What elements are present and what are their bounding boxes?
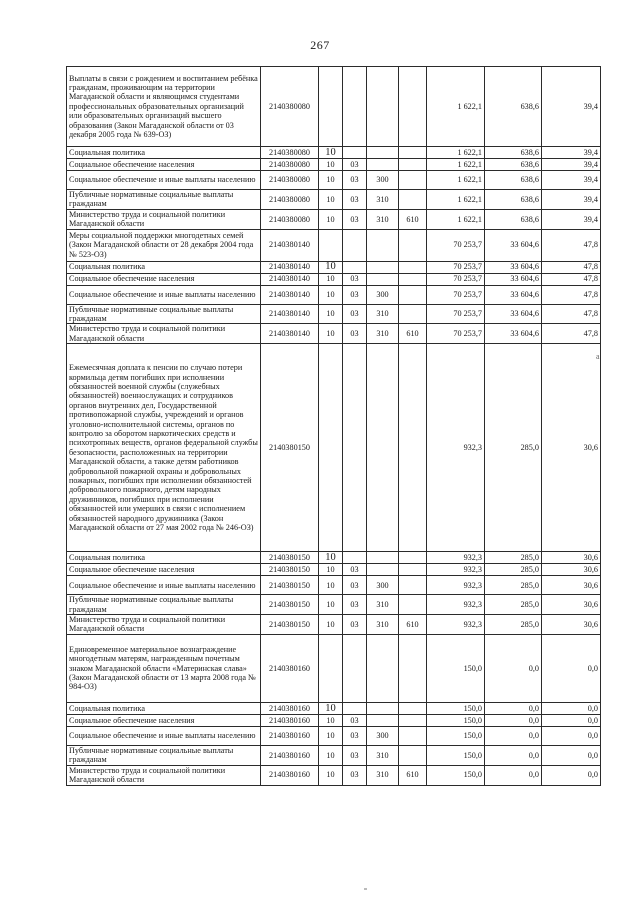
cell-fact: 285,0 [485,615,542,635]
cell-plan: 1 622,1 [427,159,485,171]
table-row [67,552,601,564]
cell-subsection: 03 [343,595,367,615]
cell-plan: 932,3 [427,615,485,635]
cell-percent: 39,4 [542,147,601,159]
cell-admin [399,595,427,615]
cell-expense-type [367,159,399,171]
cell-subsection [343,634,367,702]
cell-fact: 638,6 [485,147,542,159]
cell-plan: 70 253,7 [427,304,485,324]
cell-name: Социальная политика [67,702,261,714]
table-row [67,564,601,576]
cell-subsection [343,261,367,273]
table-row [67,702,601,714]
cell-subsection: 03 [343,714,367,726]
cell-fact: 0,0 [485,745,542,765]
cell-subsection: 03 [343,159,367,171]
cell-code: 2140380080 [261,190,319,210]
table-row [67,171,601,190]
cell-percent: 39,4 [542,190,601,210]
cell-code: 2140380160 [261,634,319,702]
cell-subsection: 03 [343,324,367,344]
cell-name: Публичные нормативные социальные выплаты гражданам [67,304,261,324]
cell-name: Публичные нормативные социальные выплаты гражданам [67,595,261,615]
cell-plan: 932,3 [427,576,485,595]
cell-code: 2140380160 [261,745,319,765]
cell-admin [399,552,427,564]
cell-code: 2140380080 [261,171,319,190]
cell-admin [399,261,427,273]
cell-fact: 0,0 [485,765,542,785]
table-row [67,261,601,273]
table-row [67,324,601,344]
cell-plan: 150,0 [427,726,485,745]
cell-code: 2140380160 [261,714,319,726]
cell-subsection [343,344,367,552]
cell-expense-type [367,229,399,261]
table-row [67,304,601,324]
cell-section: 10 [319,171,343,190]
cell-fact: 0,0 [485,634,542,702]
cell-section [319,344,343,552]
cell-plan: 70 253,7 [427,261,485,273]
cell-code: 2140380140 [261,285,319,304]
cell-name: Социальное обеспечение населения [67,714,261,726]
cell-subsection: 03 [343,273,367,285]
cell-code: 2140380150 [261,564,319,576]
cell-subsection: 03 [343,190,367,210]
cell-expense-type [367,552,399,564]
cell-fact: 33 604,6 [485,304,542,324]
cell-percent: 39,4 [542,159,601,171]
table-row [67,159,601,171]
cell-subsection [343,229,367,261]
cell-expense-type [367,67,399,147]
stray-pencil-mark: a [596,352,600,361]
cell-expense-type: 310 [367,745,399,765]
cell-section: 10 [319,324,343,344]
cell-section: 10 [319,159,343,171]
cell-name: Меры социальной поддержки многодетных семей (Закон Магаданской области от 28 декабря 2004 года № 523-ОЗ) [67,229,261,261]
cell-code: 2140380150 [261,595,319,615]
cell-expense-type [367,634,399,702]
cell-name: Социальное обеспечение населения [67,564,261,576]
cell-percent: 30,6 [542,615,601,635]
cell-plan: 1 622,1 [427,147,485,159]
cell-section: 10 [319,745,343,765]
cell-code: 2140380150 [261,576,319,595]
cell-admin [399,190,427,210]
cell-percent: 39,4 [542,67,601,147]
cell-section: 10 [319,304,343,324]
cell-code: 2140380140 [261,324,319,344]
cell-subsection: 03 [343,615,367,635]
table-row [67,714,601,726]
cell-admin: 610 [399,209,427,229]
cell-fact: 638,6 [485,67,542,147]
cell-expense-type: 310 [367,765,399,785]
table-body [67,67,601,786]
cell-code: 2140380160 [261,765,319,785]
cell-percent: 30,6 [542,564,601,576]
cell-section: 10 [319,147,343,159]
cell-percent: 0,0 [542,634,601,702]
cell-section: 10 [319,261,343,273]
cell-expense-type: 310 [367,209,399,229]
cell-fact: 0,0 [485,714,542,726]
cell-fact: 33 604,6 [485,229,542,261]
cell-code: 2140380140 [261,273,319,285]
cell-name: Социальное обеспечение и иные выплаты населению [67,726,261,745]
cell-plan: 1 622,1 [427,209,485,229]
page-number: 267 [310,38,330,52]
cell-admin [399,702,427,714]
cell-expense-type: 300 [367,171,399,190]
cell-code: 2140380140 [261,304,319,324]
table-row [67,745,601,765]
cell-subsection [343,67,367,147]
cell-admin [399,67,427,147]
cell-code: 2140380150 [261,344,319,552]
cell-subsection: 03 [343,576,367,595]
cell-plan: 932,3 [427,595,485,615]
cell-subsection: 03 [343,285,367,304]
cell-subsection: 03 [343,564,367,576]
cell-code: 2140380160 [261,702,319,714]
cell-percent: 30,6 [542,552,601,564]
cell-expense-type: 310 [367,304,399,324]
table-row [67,634,601,702]
cell-plan: 150,0 [427,714,485,726]
cell-section: 10 [319,564,343,576]
cell-fact: 0,0 [485,726,542,745]
cell-name: Социальное обеспечение населения [67,273,261,285]
cell-admin [399,229,427,261]
scan-artifact [364,888,367,890]
cell-section: 10 [319,714,343,726]
cell-plan: 150,0 [427,745,485,765]
cell-subsection: 03 [343,726,367,745]
cell-fact: 638,6 [485,159,542,171]
cell-admin: 610 [399,765,427,785]
cell-fact: 638,6 [485,171,542,190]
cell-fact: 285,0 [485,595,542,615]
cell-section: 10 [319,285,343,304]
cell-expense-type: 300 [367,285,399,304]
cell-expense-type [367,261,399,273]
cell-expense-type: 300 [367,576,399,595]
cell-percent: 30,6 [542,595,601,615]
cell-name: Единовременное материальное вознаграждение многодетным матерям, награжденным почетным знаком Магаданской области «Материнская слава» (Закон Магаданской области от 13 марта 2008 года № 984-ОЗ) [67,634,261,702]
cell-expense-type [367,564,399,576]
cell-fact: 638,6 [485,190,542,210]
cell-admin [399,285,427,304]
cell-name: Социальная политика [67,552,261,564]
cell-section: 10 [319,576,343,595]
cell-section: 10 [319,726,343,745]
cell-section: 10 [319,190,343,210]
table-row [67,229,601,261]
table-row [67,273,601,285]
cell-fact: 33 604,6 [485,273,542,285]
cell-section: 10 [319,595,343,615]
cell-subsection [343,702,367,714]
cell-percent: 47,8 [542,261,601,273]
budget-table [66,66,601,786]
cell-expense-type [367,273,399,285]
cell-name: Публичные нормативные социальные выплаты гражданам [67,190,261,210]
cell-name: Министерство труда и социальной политики Магаданской области [67,324,261,344]
table-row [67,209,601,229]
cell-code: 2140380150 [261,552,319,564]
cell-admin [399,576,427,595]
cell-plan: 70 253,7 [427,285,485,304]
cell-fact: 285,0 [485,344,542,552]
table-row [67,765,601,785]
table-row [67,285,601,304]
cell-fact: 285,0 [485,552,542,564]
cell-subsection: 03 [343,745,367,765]
cell-fact: 33 604,6 [485,285,542,304]
cell-fact: 285,0 [485,576,542,595]
cell-name: Министерство труда и социальной политики Магаданской области [67,765,261,785]
cell-admin [399,147,427,159]
cell-section: 10 [319,209,343,229]
cell-name: Министерство труда и социальной политики Магаданской области [67,209,261,229]
cell-fact: 0,0 [485,702,542,714]
cell-name: Социальное обеспечение и иные выплаты населению [67,576,261,595]
cell-subsection: 03 [343,209,367,229]
cell-section: 10 [319,615,343,635]
cell-percent: 0,0 [542,714,601,726]
cell-subsection: 03 [343,171,367,190]
cell-subsection: 03 [343,765,367,785]
cell-plan: 932,3 [427,552,485,564]
cell-plan: 150,0 [427,634,485,702]
cell-admin [399,273,427,285]
cell-fact: 33 604,6 [485,261,542,273]
cell-name: Министерство труда и социальной политики Магаданской области [67,615,261,635]
cell-expense-type: 310 [367,324,399,344]
cell-percent: 47,8 [542,304,601,324]
cell-code: 2140380080 [261,209,319,229]
cell-percent: 39,4 [542,171,601,190]
cell-plan: 150,0 [427,702,485,714]
cell-name: Публичные нормативные социальные выплаты гражданам [67,745,261,765]
cell-section [319,634,343,702]
table-row [67,726,601,745]
cell-name: Социальное обеспечение и иные выплаты населению [67,285,261,304]
cell-expense-type: 300 [367,726,399,745]
cell-percent: 47,8 [542,273,601,285]
cell-admin [399,344,427,552]
cell-code: 2140380080 [261,67,319,147]
table-row [67,190,601,210]
cell-plan: 1 622,1 [427,67,485,147]
cell-plan: 70 253,7 [427,229,485,261]
cell-percent: 47,8 [542,229,601,261]
table-row [67,615,601,635]
table-row [67,344,601,552]
cell-name: Социальная политика [67,147,261,159]
cell-subsection [343,147,367,159]
cell-plan: 70 253,7 [427,273,485,285]
cell-fact: 638,6 [485,209,542,229]
cell-percent: 47,8 [542,285,601,304]
cell-code: 2140380080 [261,159,319,171]
cell-code: 2140380150 [261,615,319,635]
cell-admin [399,171,427,190]
cell-percent: 30,6 [542,344,601,552]
cell-percent: 0,0 [542,765,601,785]
cell-admin [399,564,427,576]
table-row [67,147,601,159]
cell-plan: 932,3 [427,564,485,576]
cell-section [319,229,343,261]
table-row [67,67,601,147]
cell-name: Ежемесячная доплата к пенсии по случаю потери кормильца детям погибших при исполнении обязанностей военной службы (служебных обязанностей) военнослужащих и сотрудников органов внутренних дел, Государственной противопожарной службы, учреждений и органов уголовно-исполнительной системы, органов по контролю за оборотом наркотических средств и психотропных веществ, органов федеральной службы безопасности, расположенных на территории Магаданской области, а также детям работников добровольной пожарной охраны и добровольных пожарных, погибших при исполнении обязанностей добровольного пожарного, детям народных дружинников, погибших при исполнении обязанностей или умерших в связи с исполнением обязанностей народного дружинника (Закон Магаданской области от 27 мая 2002 года № 246-ОЗ) [67,344,261,552]
cell-expense-type [367,147,399,159]
cell-admin [399,714,427,726]
cell-expense-type [367,702,399,714]
cell-percent: 0,0 [542,745,601,765]
cell-percent: 0,0 [542,726,601,745]
cell-admin [399,726,427,745]
cell-plan: 70 253,7 [427,324,485,344]
cell-name: Социальная политика [67,261,261,273]
cell-name: Выплаты в связи с рождением и воспитанием ребёнка гражданам, проживающим на территории Магаданской области и являющимся студентами профессиональных образовательных организаций или образовательных организаций высшего образования (Закон Магаданской области от 03 декабря 2005 года № 639-ОЗ) [67,67,261,147]
cell-admin [399,745,427,765]
cell-percent: 30,6 [542,576,601,595]
cell-expense-type: 310 [367,190,399,210]
cell-subsection: 03 [343,304,367,324]
cell-expense-type [367,344,399,552]
table-row [67,595,601,615]
cell-expense-type: 310 [367,595,399,615]
cell-percent: 47,8 [542,324,601,344]
cell-name: Социальное обеспечение населения [67,159,261,171]
cell-section: 10 [319,702,343,714]
cell-plan: 1 622,1 [427,190,485,210]
cell-name: Социальное обеспечение и иные выплаты населению [67,171,261,190]
cell-admin [399,304,427,324]
table-row [67,576,601,595]
cell-code: 2140380140 [261,229,319,261]
cell-admin: 610 [399,324,427,344]
cell-section [319,67,343,147]
cell-percent: 39,4 [542,209,601,229]
cell-plan: 932,3 [427,344,485,552]
cell-subsection [343,552,367,564]
cell-code: 2140380160 [261,726,319,745]
cell-plan: 150,0 [427,765,485,785]
cell-expense-type: 310 [367,615,399,635]
cell-section: 10 [319,765,343,785]
cell-code: 2140380140 [261,261,319,273]
cell-expense-type [367,714,399,726]
cell-section: 10 [319,273,343,285]
cell-percent: 0,0 [542,702,601,714]
cell-admin [399,159,427,171]
cell-admin: 610 [399,615,427,635]
cell-code: 2140380080 [261,147,319,159]
cell-plan: 1 622,1 [427,171,485,190]
cell-admin [399,634,427,702]
cell-fact: 33 604,6 [485,324,542,344]
cell-section: 10 [319,552,343,564]
cell-fact: 285,0 [485,564,542,576]
